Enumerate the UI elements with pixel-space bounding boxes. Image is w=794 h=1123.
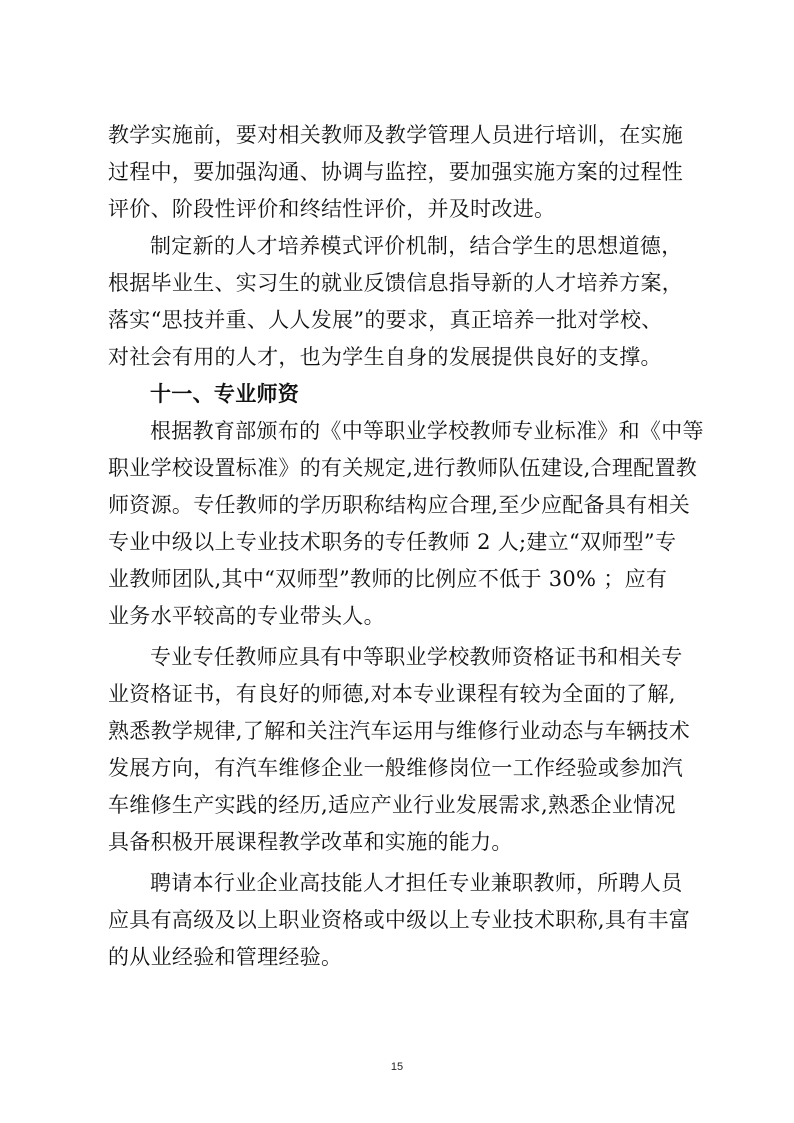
paragraph-4-line-4: 发展方向，有汽车维修企业一般维修岗位一工作经验或参加汽 [108, 756, 684, 780]
paragraph-3-line-3: 师资源。专任教师的学历职称结构应合理,至少应配备具有相关 [108, 493, 691, 517]
paragraph-4-line-6: 具备积极开展课程教学改革和实施的能力。 [108, 830, 513, 854]
paragraph-3-line-1: 根据教育部颁布的《中等职业学校教师专业标准》和《中等 [150, 419, 704, 443]
paragraph-2-line-2: 根据毕业生、实习生的就业反馈信息指导新的人才培养方案， [108, 271, 684, 295]
paragraph-2-line-4: 对社会有用的人才，也为学生自身的发展提供良好的支撑。 [108, 345, 662, 369]
paragraph-5-line-3: 的从业经验和管理经验。 [108, 945, 343, 969]
paragraph-3-line-4: 专业中级以上专业技术职务的专任教师 2 人;建立“双师型”专 [108, 530, 677, 554]
paragraph-3-line-2: 职业学校设置标准》的有关规定,进行教师队伍建设,合理配置教 [108, 456, 698, 480]
paragraph-5-line-1: 聘请本行业企业高技能人才担任专业兼职教师，所聘人员 [150, 871, 683, 895]
page-number: 15 [390, 1061, 404, 1073]
paragraph-3-line-5: 业教师团队,其中“双师型”教师的比例应不低于 30% ；应有 [108, 567, 668, 591]
paragraph-2-line-3: 落实“思技并重、人人发展”的要求，真正培养一批对学校、 [108, 308, 663, 332]
paragraph-4-line-1: 专业专任教师应具有中等职业学校教师资格证书和相关专 [150, 645, 683, 669]
paragraph-4-line-3: 熟悉教学规律,了解和关注汽车运用与维修行业动态与车辆技术 [108, 719, 691, 743]
paragraph-4-line-5: 车维修生产实践的经历,适应产业行业发展需求,熟悉企业情况 [108, 793, 676, 817]
paragraph-1-line-1: 教学实施前，要对相关教师及教学管理人员进行培训，在实施 [108, 123, 684, 147]
paragraph-2-line-1: 制定新的人才培养模式评价机制，结合学生的思想道德， [150, 234, 683, 258]
paragraph-4-line-2: 业资格证书，有良好的师德,对本专业课程有较为全面的了解, [108, 682, 676, 706]
paragraph-1-line-2: 过程中，要加强沟通、协调与监控，要加强实施方案的过程性 [108, 160, 684, 184]
paragraph-5-line-2: 应具有高级及以上职业资格或中级以上专业技术职称,具有丰富 [108, 908, 691, 932]
section-heading: 十一、专业师资 [150, 382, 300, 406]
paragraph-3-line-6: 业务水平较高的专业带头人。 [108, 604, 385, 628]
paragraph-1-line-3: 评价、阶段性评价和终结性评价，并及时改进。 [108, 197, 556, 221]
